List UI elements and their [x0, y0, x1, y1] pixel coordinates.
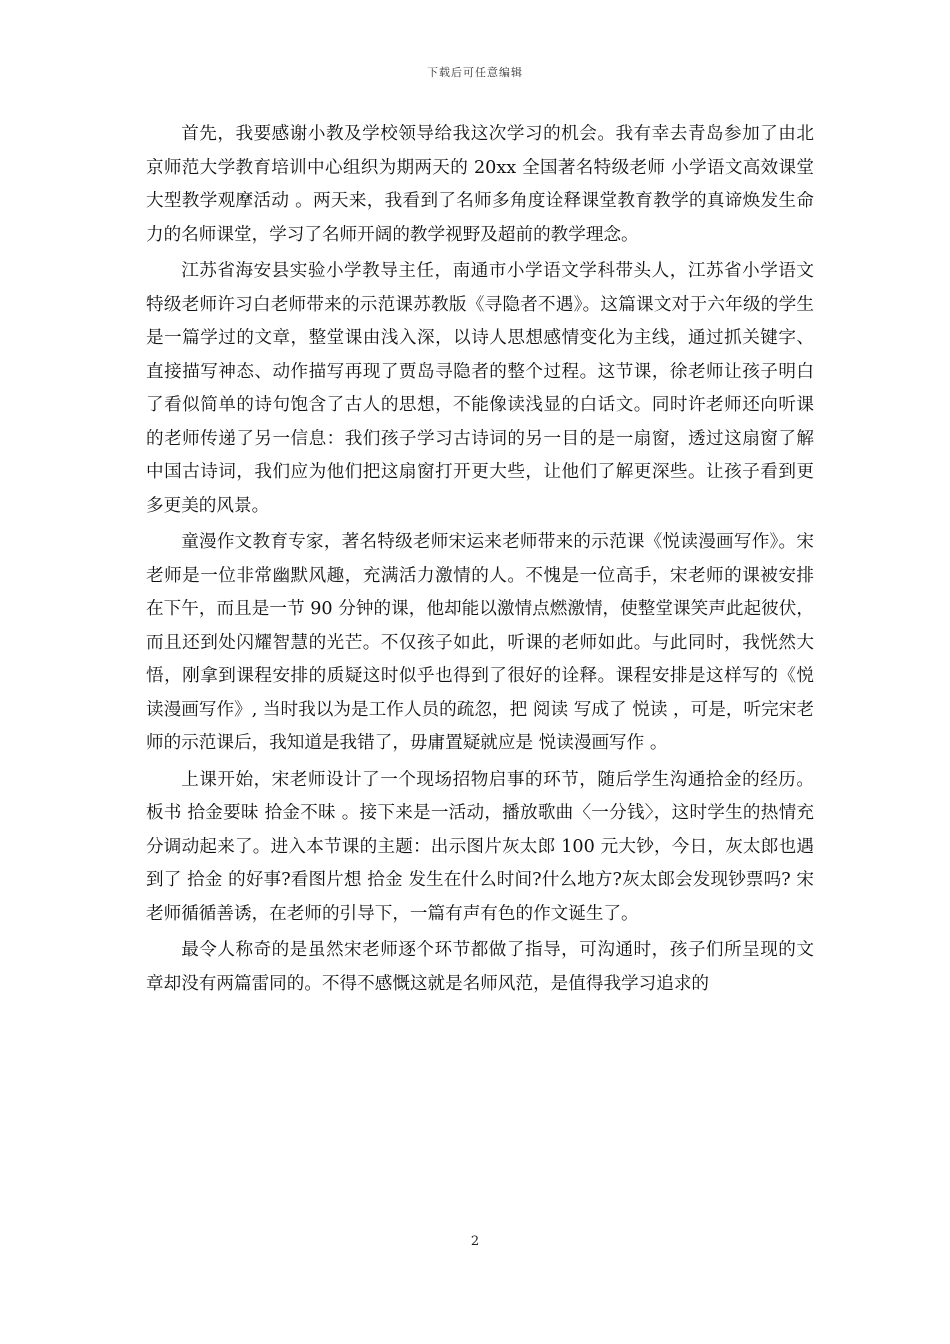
- page-number: 2: [470, 1234, 480, 1249]
- paragraph-gratitude: 首先，我要感谢小教及学校领导给我这次学习的机会。我有幸去青岛参加了由北京师范大学教育培训中心组织为期两天的 20xx 全国著名特级老师 小学语文高效课堂大型教学观摩活动 。两天来，我看到了名师多角度诠释课堂教育教学的真谛焕发生命力的名师课堂，学习了名师开阔的教学视野及超前的教学理念。: [146, 124, 814, 245]
- document-body: [146, 118, 814, 1001]
- paragraph-song-lesson: 童漫作文教育专家，著名特级老师宋运来老师带来的示范课《悦读漫画写作》。宋老师是一位非常幽默风趣，充满活力激情的人。不愧是一位高手，宋老师的课被安排在下午，而且是一节 90 分钟的课，他却能以激情点燃激情，使整堂课笑声此起彼伏，而且还到处闪耀智慧的光芒。不仅孩子如此，听课的老师如此。与此同时，我恍然大悟，刚拿到课程安排的质疑这时似乎也得到了很好的诠释。课程安排是这样写的《悦读漫画写作》, 当时我以为是工作人员的疏忽，把 阅读 写成了 悦读 ，可是，听完宋老师的示范课后，我知道是我错了，毋庸置疑就应是 悦读漫画写作 。: [146, 532, 814, 753]
- paragraph-xu-lesson: 江苏省海安县实验小学教导主任，南通市小学语文学科带头人，江苏省小学语文特级老师许习白老师带来的示范课苏教版《寻隐者不遇》。这篇课文对于六年级的学生是一篇学过的文章，整堂课由浅入深，以诗人思想感情变化为主线，通过抓关键字、直接描写神态、动作描写再现了贾岛寻隐者的整个过程。这节课，徐老师让孩子明白了看似简单的诗句饱含了古人的思想，不能像读浅显的白话文。同时许老师还向听课的老师传递了另一信息：我们孩子学习古诗词的另一目的是一扇窗，透过这扇窗了解中国古诗词，我们应为他们把这扇窗打开更大些，让他们了解更深些。让孩子看到更多更美的风景。: [146, 261, 814, 516]
- paragraph-amazing: 最令人称奇的是虽然宋老师逐个环节都做了指导，可沟通时，孩子们所呈现的文章却没有两篇雷同的。不得不感慨这就是名师风范，是值得我学习追求的: [146, 940, 814, 994]
- page-header-note: 下载后可任意编辑: [427, 66, 523, 79]
- paragraph-class-start: 上课开始，宋老师设计了一个现场招物启事的环节，随后学生沟通拾金的经历。板书 拾金要昧 拾金不昧 。接下来是一活动，播放歌曲〈一分钱〉，这时学生的热情充分调动起来了。进入本节课的主题：出示图片灰太郎 100 元大钞，今日，灰太郎也遇到了 拾金 的好事?看图片想 拾金 发生在什么时间?什么地方?灰太郎会发现钞票吗? 宋老师循循善诱，在老师的引导下，一篇有声有色的作文诞生了。: [146, 769, 814, 924]
